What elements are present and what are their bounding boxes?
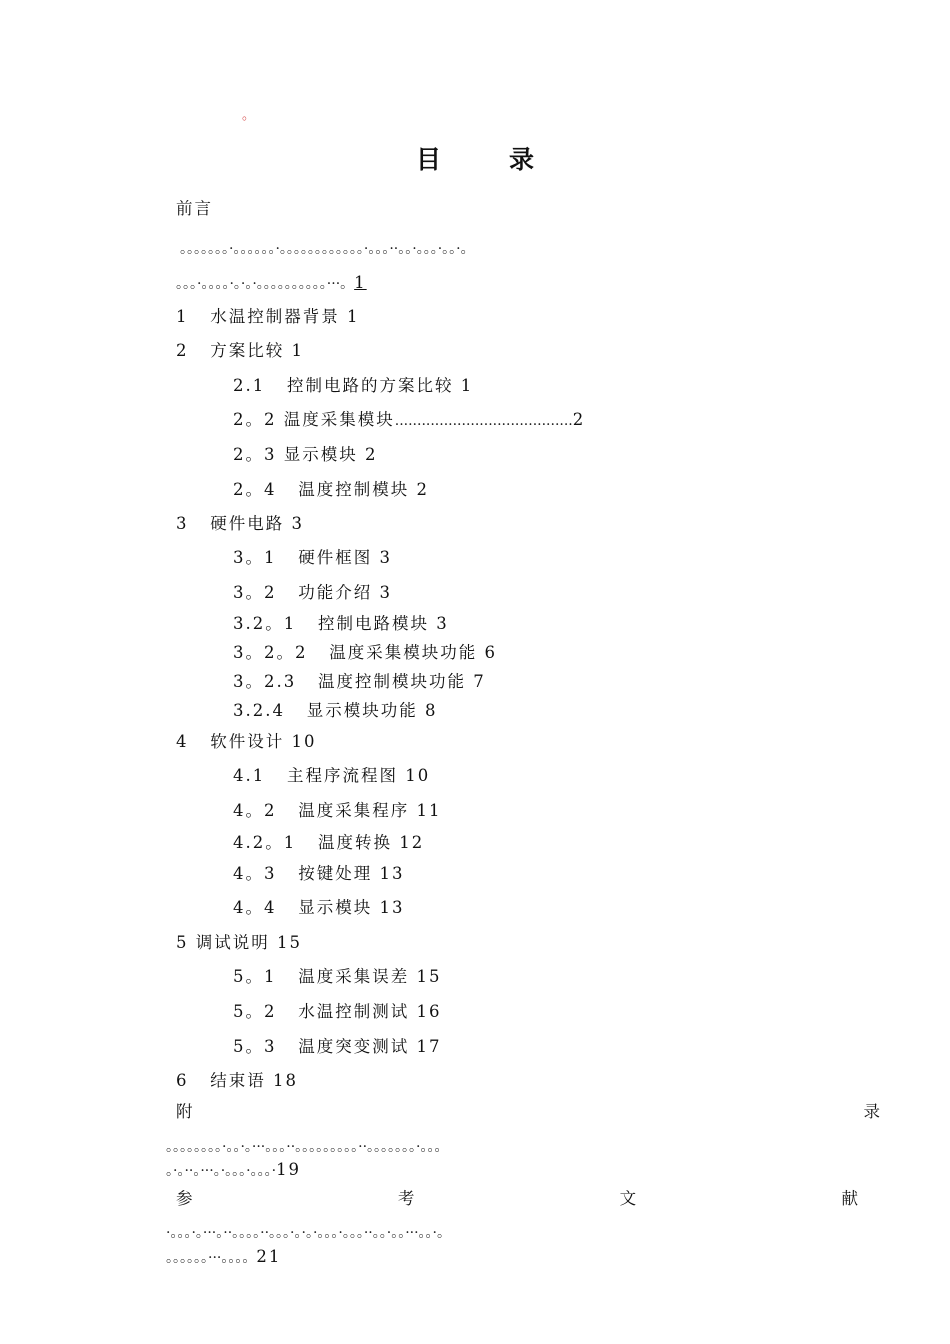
- toc-entry[interactable]: [233, 966, 442, 988]
- title-char-2: 录: [509, 145, 535, 174]
- toc-entry-text: 控制电路的方案比较 1: [287, 376, 474, 395]
- toc-entry-number: 1: [176, 307, 189, 326]
- toc-entry[interactable]: [233, 409, 585, 432]
- toc-preface-leader-2: 。。。·。。。。·。·。·。。。。。。。。。。···。: [176, 276, 355, 292]
- toc-entry[interactable]: [233, 671, 486, 693]
- toc-references-leader-2: 。。。。。。···。。。。: [166, 1250, 257, 1266]
- toc-references-char: 考: [397, 1189, 417, 1208]
- toc-entry-text: 水温控制测试 16: [298, 1002, 442, 1021]
- page-title: [0, 140, 950, 176]
- toc-preface-label: 前言: [176, 199, 213, 218]
- toc-entry-text: 水温控制器背景 1: [210, 307, 360, 326]
- toc-references-heading[interactable]: [176, 1188, 860, 1210]
- toc-entry[interactable]: [233, 375, 473, 397]
- toc-entry[interactable]: [176, 513, 304, 535]
- toc-entry-number: 5。2: [233, 1002, 277, 1021]
- toc-appendix-char: 录: [863, 1102, 882, 1121]
- toc-entry[interactable]: [233, 582, 392, 604]
- toc-references-char: 献: [841, 1189, 860, 1208]
- toc-entry-number: 2。4: [233, 480, 277, 499]
- toc-entry-text: 结束语 18: [210, 1071, 298, 1090]
- toc-references-leader-1: ·。。。·。···。··。。。。··。。。·。·。·。。。·。。。··。。·。。···。。·。: [166, 1225, 452, 1241]
- toc-entry-number: 5。3: [233, 1037, 277, 1056]
- toc-entry-text: 方案比较 1: [210, 341, 304, 360]
- toc-appendix-leader-1: 。。。。。。。。·。。·。···。。。··。。。。。。。。。··。。。。。。。·。。。: [166, 1139, 449, 1155]
- toc-entry[interactable]: [233, 613, 449, 635]
- toc-entry-text: 温度采集误差 15: [298, 967, 442, 986]
- toc-entry-text: 温度控制模块功能 7: [318, 672, 486, 691]
- toc-entry-number: 3.2.4: [233, 701, 285, 720]
- toc-entry-number: 4。2: [233, 801, 277, 820]
- toc-entry-number: 3。2。2: [233, 643, 308, 662]
- toc-preface-page: 1: [354, 273, 367, 292]
- title-char-1: 目: [415, 145, 441, 174]
- toc-entry[interactable]: [176, 731, 317, 753]
- toc-references-char: 参: [176, 1189, 195, 1208]
- toc-entry[interactable]: [233, 832, 424, 854]
- toc-entry-text: 温度采集程序 11: [298, 801, 442, 820]
- toc-entry-number: 6: [176, 1071, 189, 1090]
- toc-entry[interactable]: [176, 1070, 298, 1092]
- toc-entry-text: 温度采集模块: [283, 410, 395, 429]
- toc-entry-number: 4.2。1: [233, 833, 297, 852]
- toc-entry-number: 5。1: [233, 967, 277, 986]
- toc-entry[interactable]: [233, 547, 392, 569]
- toc-entry-text: 温度采集模块功能 6: [329, 643, 497, 662]
- toc-entry-number: 5: [176, 933, 189, 952]
- toc-entry-text: 按键处理 13: [298, 864, 405, 883]
- toc-references-line-2: [166, 1246, 281, 1269]
- toc-preface-leader-1: 。。。。。。。·。。。。。。·。。。。。。。。。。。。·。。。··。。·。。。·。。·。: [180, 241, 475, 257]
- toc-entry-text: 温度突变测试 17: [298, 1037, 442, 1056]
- toc-entry-text: 显示模块功能 8: [306, 701, 438, 720]
- toc-references-page: 21: [256, 1247, 282, 1266]
- toc-entry[interactable]: [176, 340, 304, 362]
- toc-entry-text: 温度控制模块 2: [298, 480, 429, 499]
- toc-entry-text: 硬件电路 3: [210, 514, 304, 533]
- toc-entry[interactable]: [233, 642, 497, 664]
- toc-references-char: 文: [619, 1189, 639, 1208]
- toc-entry[interactable]: [233, 444, 378, 466]
- toc-entry-text: 主程序流程图 10: [287, 766, 431, 785]
- toc-appendix-heading[interactable]: [176, 1101, 882, 1123]
- toc-entry-number: 2。2: [233, 410, 277, 429]
- toc-entry-page: 2: [572, 410, 586, 429]
- toc-entry[interactable]: [176, 306, 360, 328]
- toc-entry[interactable]: [233, 700, 437, 722]
- toc-entry[interactable]: [233, 479, 429, 501]
- toc-entry[interactable]: [233, 897, 405, 919]
- toc-entry[interactable]: [176, 932, 302, 954]
- toc-entry-number: 2。3: [233, 445, 277, 464]
- toc-entry-number: 2: [176, 341, 189, 360]
- red-mark: 。: [242, 108, 256, 123]
- toc-entry-text: 显示模块 13: [298, 898, 405, 917]
- toc-appendix-leader-2: 。·。··。···。·。。。·。。。·: [166, 1163, 277, 1179]
- toc-entry-text: 调试说明 15: [195, 933, 302, 952]
- toc-entry-text: 显示模块 2: [283, 445, 378, 464]
- toc-entry-number: 4.1: [233, 766, 266, 785]
- toc-appendix-char: 附: [176, 1102, 195, 1121]
- toc-entry-number: 3.2。1: [233, 614, 297, 633]
- toc-entry[interactable]: [233, 1036, 442, 1058]
- toc-entry-number: 3。2: [233, 583, 277, 602]
- toc-entry-number: 3。1: [233, 548, 277, 567]
- toc-entry[interactable]: [233, 863, 405, 885]
- toc-appendix-line-2: [166, 1159, 301, 1182]
- toc-entry-number: 2.1: [233, 376, 266, 395]
- toc-entry-number: 4: [176, 732, 189, 751]
- toc-entry-text: 软件设计 10: [210, 732, 317, 751]
- toc-entry[interactable]: [233, 800, 442, 822]
- toc-entry-number: 4。4: [233, 898, 277, 917]
- toc-appendix-page: 19: [276, 1160, 302, 1179]
- toc-preface-line-2: [176, 272, 367, 295]
- toc-entry-number: 3: [176, 514, 189, 533]
- toc-entry-text: 功能介绍 3: [298, 583, 392, 602]
- toc-entry-leader: ........................................: [394, 413, 573, 429]
- toc-entry-number: 4。3: [233, 864, 277, 883]
- toc-entry[interactable]: [233, 1001, 442, 1023]
- toc-entry-text: 温度转换 12: [318, 833, 425, 852]
- toc-entry-text: 控制电路模块 3: [318, 614, 449, 633]
- toc-entry[interactable]: [233, 765, 430, 787]
- toc-entry-text: 硬件框图 3: [298, 548, 392, 567]
- toc-entry-number: 3。2.3: [233, 672, 297, 691]
